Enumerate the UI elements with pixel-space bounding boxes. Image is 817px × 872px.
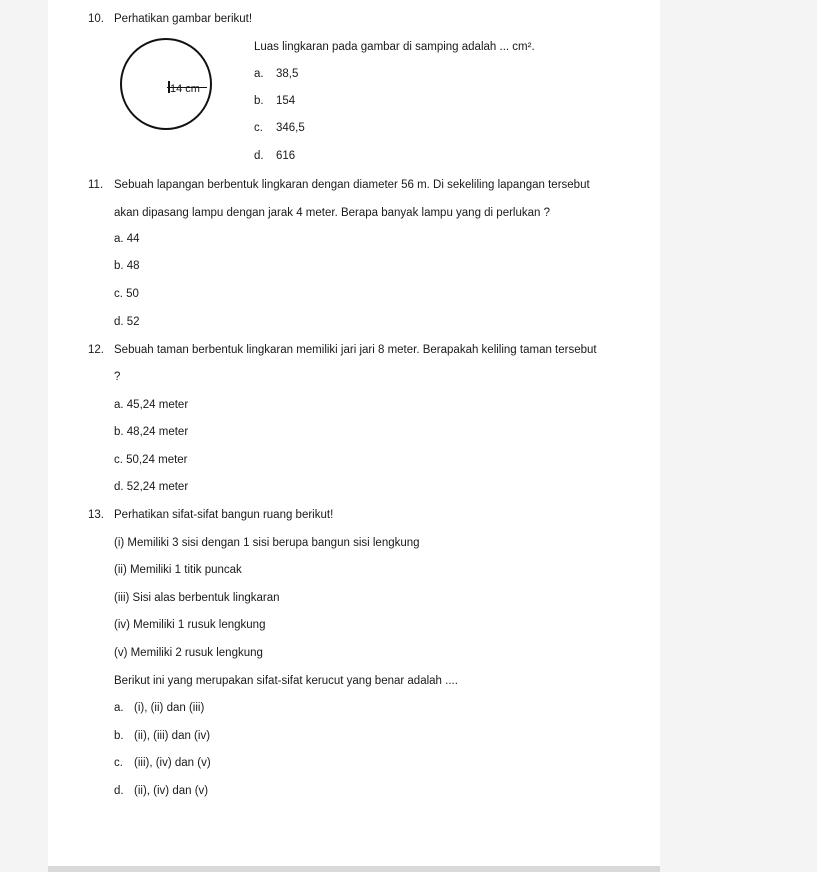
radius-label: 14 cm — [170, 83, 200, 95]
q13-option-b-letter: b. — [114, 730, 124, 742]
q10-option-d: 616 — [276, 150, 296, 162]
q12-line1: Sebuah taman berbentuk lingkaran memiliki jari jari 8 meter. Berapakah keliling taman tersebut — [114, 344, 597, 356]
q12-option-a: a. 45,24 meter — [114, 399, 189, 411]
q13-statement-i: (i) Memiliki 3 sisi dengan 1 sisi berupa bangun sisi lengkung — [114, 537, 420, 549]
q10-option-a: 38,5 — [276, 68, 299, 80]
q13-question: Berikut ini yang merupakan sifat-sifat kerucut yang benar adalah .... — [114, 675, 458, 687]
q13-option-b: (ii), (iii) dan (iv) — [134, 730, 211, 742]
radius-label-wrap — [166, 83, 200, 96]
q13-option-a: (i), (ii) dan (iii) — [134, 702, 205, 714]
q10-option-c: 346,5 — [276, 122, 305, 134]
page-shadow — [48, 866, 660, 872]
q12-line2: ? — [114, 371, 121, 383]
q10-option-a-letter: a. — [254, 68, 264, 80]
q13-statement-iv: (iv) Memiliki 1 rusuk lengkung — [114, 619, 266, 631]
q11-option-c: c. 50 — [114, 288, 139, 300]
q13-statement-iii: (iii) Sisi alas berbentuk lingkaran — [114, 592, 280, 604]
q11-line2: akan dipasang lampu dengan jarak 4 meter. Berapa banyak lampu yang di perlukan ? — [114, 207, 551, 219]
q11-option-d: d. 52 — [114, 316, 140, 328]
q13-option-c-letter: c. — [114, 757, 123, 769]
q10-prompt: Perhatikan gambar berikut! — [114, 13, 253, 25]
q13-statement-v: (v) Memiliki 2 rusuk lengkung — [114, 647, 263, 659]
q10-number: 10. — [88, 13, 104, 25]
q13-prompt: Perhatikan sifat-sifat bangun ruang berikut! — [114, 509, 334, 521]
q10-question: Luas lingkaran pada gambar di samping adalah ... cm². — [254, 41, 535, 53]
q13-statement-ii: (ii) Memiliki 1 titik puncak — [114, 564, 242, 576]
q13-option-d: (ii), (iv) dan (v) — [134, 785, 209, 797]
q13-number: 13. — [88, 509, 104, 521]
q13-option-c: (iii), (iv) dan (v) — [134, 757, 211, 769]
q12-option-c: c. 50,24 meter — [114, 454, 188, 466]
q12-number: 12. — [88, 344, 104, 356]
q10-option-c-letter: c. — [254, 122, 263, 134]
q11-number: 11. — [88, 179, 104, 191]
q11-option-b: b. 48 — [114, 260, 140, 272]
q12-option-b: b. 48,24 meter — [114, 426, 189, 438]
q10-option-b: 154 — [276, 95, 296, 107]
q13-option-a-letter: a. — [114, 702, 124, 714]
q12-option-d: d. 52,24 meter — [114, 481, 189, 493]
q13-option-d-letter: d. — [114, 785, 124, 797]
q11-option-a: a. 44 — [114, 233, 140, 245]
q11-line1: Sebuah lapangan berbentuk lingkaran dengan diameter 56 m. Di sekeliling lapangan tersebut — [114, 179, 590, 191]
q10-option-b-letter: b. — [254, 95, 264, 107]
q10-option-d-letter: d. — [254, 150, 264, 162]
